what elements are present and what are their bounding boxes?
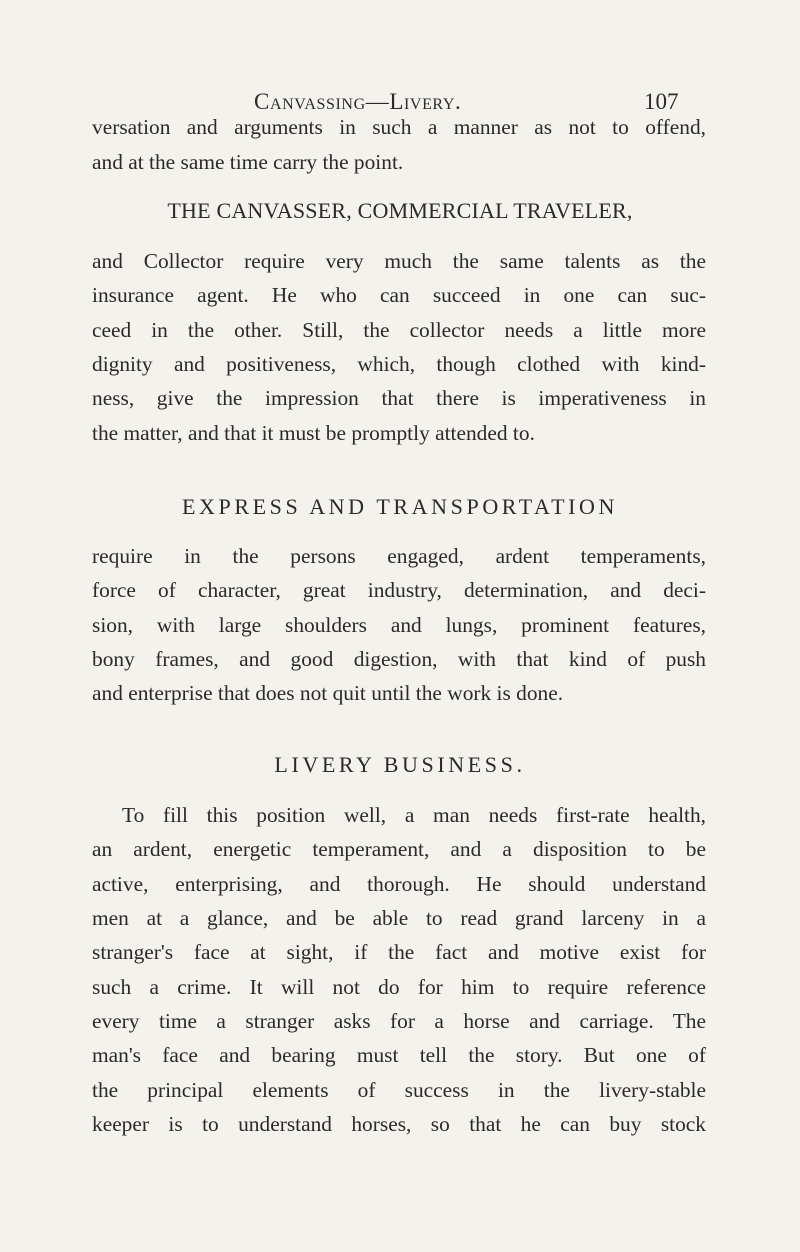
section-heading-canvasser: THE CANVASSER, COMMERCIAL TRAVELER, bbox=[167, 198, 633, 223]
text-line: keeper is to understand horses, so that he can buy stock bbox=[92, 1112, 706, 1136]
text-line: versation and arguments in such a manner as not to offend, bbox=[92, 115, 706, 139]
text-line: sion, with large shoulders and lungs, prominent features, bbox=[92, 613, 706, 637]
text-line: an ardent, energetic temperament, and a disposition to be bbox=[92, 837, 706, 861]
text-line: the principal elements of success in the livery-stable bbox=[92, 1078, 706, 1102]
running-head: Canvassing—Livery. bbox=[254, 89, 462, 114]
text-line: every time a stranger asks for a horse and carriage. The bbox=[92, 1009, 706, 1033]
text-line: and at the same time carry the point. bbox=[92, 150, 404, 174]
text-line: dignity and positiveness, which, though clothed with kind- bbox=[92, 352, 706, 376]
text-line: men at a glance, and be able to read grand larceny in a bbox=[92, 906, 706, 930]
text-line: To fill this position well, a man needs first-rate health, bbox=[122, 803, 706, 827]
text-line: insurance agent. He who can succeed in one can suc- bbox=[92, 283, 706, 307]
text-line: such a crime. It will not do for him to require reference bbox=[92, 975, 706, 999]
text-line: bony frames, and good digestion, with that kind of push bbox=[92, 647, 706, 671]
text-line: active, enterprising, and thorough. He should understand bbox=[92, 872, 706, 896]
text-line: ness, give the impression that there is imperativeness in bbox=[92, 386, 706, 410]
text-line: stranger's face at sight, if the fact and motive exist for bbox=[92, 940, 706, 964]
section-heading-livery: LIVERY BUSINESS. bbox=[274, 752, 526, 777]
text-line: man's face and bearing must tell the story. But one of bbox=[92, 1043, 706, 1067]
text-line: and enterprise that does not quit until the work is done. bbox=[92, 681, 564, 705]
text-line: ceed in the other. Still, the collector needs a little more bbox=[92, 318, 706, 342]
text-line: force of character, great industry, determination, and deci- bbox=[92, 578, 706, 602]
text-line: require in the persons engaged, ardent temperaments, bbox=[92, 544, 706, 568]
text-line: the matter, and that it must be promptly attended to. bbox=[92, 421, 535, 445]
text-line: and Collector require very much the same talents as the bbox=[92, 249, 706, 273]
section-heading-express: EXPRESS AND TRANSPORTATION bbox=[181, 494, 619, 519]
page-number: 107 bbox=[644, 89, 679, 114]
